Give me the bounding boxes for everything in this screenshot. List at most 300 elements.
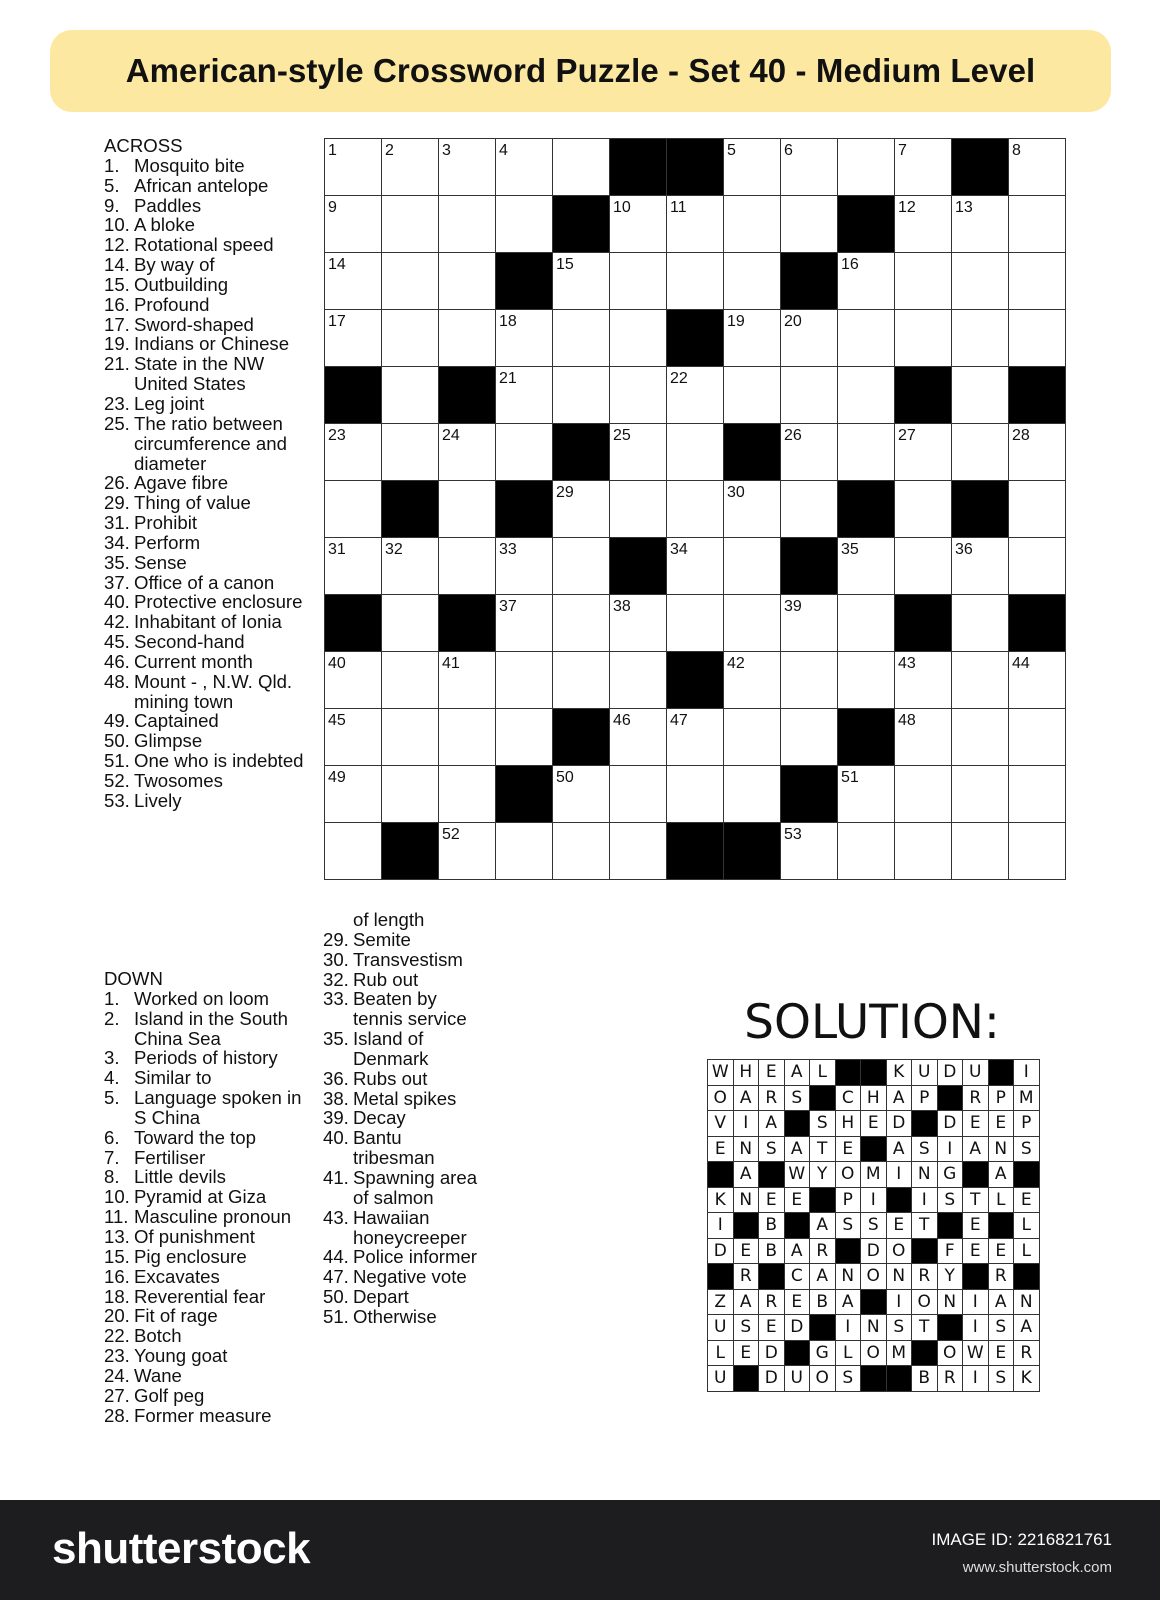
solution-letter: A	[963, 1137, 989, 1163]
solution-letter: A	[887, 1137, 913, 1163]
clue-number: 29.	[104, 492, 130, 514]
clue-item	[104, 315, 319, 335]
clue-text: Young goat	[134, 1345, 228, 1367]
grid-cell	[895, 766, 952, 823]
page-title: American-style Crossword Puzzle - Set 40 - Medium Level	[125, 52, 1036, 89]
grid-black-cell	[610, 538, 667, 595]
solution-letter: M	[1014, 1086, 1040, 1112]
clue-item	[104, 1148, 319, 1168]
solution-letter: T	[963, 1188, 989, 1214]
solution-letter: L	[810, 1060, 836, 1086]
grid-cell	[838, 538, 895, 595]
grid-cell	[781, 310, 838, 367]
grid-cell	[667, 367, 724, 424]
grid-cell	[496, 367, 553, 424]
solution-letter: A	[810, 1213, 836, 1239]
cell-number: 28	[1012, 427, 1030, 444]
cell-number: 17	[328, 313, 346, 330]
solution-letter: H	[861, 1086, 887, 1112]
solution-letter: E	[759, 1315, 785, 1341]
clue-text: Rubs out	[353, 1067, 428, 1089]
grid-cell	[667, 196, 724, 253]
clue-item	[104, 1227, 319, 1247]
solution-letter: D	[861, 1239, 887, 1265]
grid-cell	[667, 709, 724, 766]
grid-cell	[952, 253, 1009, 310]
solution-letter: I	[887, 1162, 913, 1188]
solution-letter: E	[1014, 1188, 1040, 1214]
grid-black-cell	[838, 709, 895, 766]
grid-cell	[1009, 310, 1066, 367]
solution-letter: E	[759, 1060, 785, 1086]
solution-letter: N	[734, 1137, 760, 1163]
clue-text: Mosquito bite	[134, 154, 245, 176]
solution-black-cell	[861, 1060, 887, 1086]
clue-text: Outbuilding	[134, 273, 229, 295]
solution-letter: N	[912, 1162, 938, 1188]
grid-cell	[895, 652, 952, 709]
cell-number: 33	[499, 541, 517, 558]
clue-item	[104, 1386, 319, 1406]
across-heading: ACROSS	[104, 135, 183, 156]
clue-item	[104, 1306, 319, 1326]
solution-letter: E	[785, 1188, 811, 1214]
clue-item	[323, 1307, 483, 1327]
cell-number: 7	[898, 142, 907, 159]
footer-bar	[0, 1500, 1160, 1600]
grid-cell	[610, 652, 667, 709]
solution-letter: D	[785, 1315, 811, 1341]
solution-letter: I	[963, 1290, 989, 1316]
grid-cell	[439, 139, 496, 196]
solution-letter: O	[938, 1341, 964, 1367]
solution-letter: R	[989, 1264, 1015, 1290]
grid-black-cell	[325, 367, 382, 424]
solution-letter: E	[989, 1239, 1015, 1265]
grid-cell	[610, 823, 667, 880]
clue-text: Otherwise	[353, 1305, 437, 1327]
solution-letter: S	[785, 1086, 811, 1112]
clue-text: A bloke	[134, 214, 195, 236]
solution-letter: P	[836, 1188, 862, 1214]
grid-black-cell	[325, 595, 382, 652]
clue-number: 23.	[104, 392, 130, 414]
clue-text: Office of a canon	[134, 571, 275, 593]
grid-black-cell	[1009, 367, 1066, 424]
clue-text: Of punishment	[134, 1225, 255, 1247]
clue-text: State in the NW United States	[134, 353, 265, 395]
grid-cell	[610, 310, 667, 367]
grid-cell	[781, 367, 838, 424]
clue-number: 50.	[323, 1286, 349, 1308]
grid-cell	[496, 139, 553, 196]
solution-letter: D	[938, 1060, 964, 1086]
cell-number: 44	[1012, 655, 1030, 672]
solution-letter: A	[1014, 1315, 1040, 1341]
grid-cell	[724, 481, 781, 538]
solution-letter: B	[759, 1239, 785, 1265]
clue-number: 19.	[104, 333, 130, 355]
clue-item	[104, 1167, 319, 1187]
clue-number: 40.	[104, 591, 130, 613]
clue-number: 7.	[104, 1146, 120, 1168]
clue-item	[104, 334, 319, 354]
grid-cell	[553, 481, 610, 538]
solution-letter: E	[989, 1111, 1015, 1137]
cell-number: 22	[670, 370, 688, 387]
clue-item	[323, 1208, 483, 1248]
solution-letter: K	[887, 1060, 913, 1086]
grid-cell	[496, 823, 553, 880]
clue-number: 32.	[323, 968, 349, 990]
solution-letter: M	[861, 1162, 887, 1188]
clue-item	[323, 1108, 483, 1128]
grid-cell	[382, 253, 439, 310]
title-banner	[50, 30, 1111, 112]
solution-black-cell	[810, 1086, 836, 1112]
grid-cell	[325, 538, 382, 595]
clue-number: 29.	[323, 928, 349, 950]
grid-black-cell	[667, 652, 724, 709]
grid-cell	[838, 367, 895, 424]
solution-letter: U	[912, 1060, 938, 1086]
grid-cell	[724, 310, 781, 367]
cell-number: 50	[556, 769, 574, 786]
grid-cell	[1009, 709, 1066, 766]
clue-number: 26.	[104, 472, 130, 494]
clue-item	[323, 1247, 483, 1267]
solution-letter: W	[708, 1060, 734, 1086]
solution-black-cell	[785, 1341, 811, 1367]
grid-cell	[1009, 766, 1066, 823]
grid-cell	[610, 709, 667, 766]
solution-letter: I	[836, 1315, 862, 1341]
solution-black-cell	[938, 1213, 964, 1239]
clue-number: 23.	[104, 1345, 130, 1367]
solution-letter: N	[1014, 1290, 1040, 1316]
clue-item	[104, 513, 319, 533]
solution-black-cell	[887, 1366, 913, 1392]
solution-letter: B	[912, 1366, 938, 1392]
solution-letter: A	[836, 1290, 862, 1316]
clue-text: Language spoken in S China	[134, 1087, 302, 1128]
clue-text: Paddles	[134, 194, 202, 216]
grid-black-cell	[838, 481, 895, 538]
solution-black-cell	[861, 1366, 887, 1392]
solution-letter: S	[759, 1137, 785, 1163]
solution-letter: R	[759, 1086, 785, 1112]
grid-cell	[610, 595, 667, 652]
clue-number: 14.	[104, 254, 130, 276]
grid-cell	[952, 823, 1009, 880]
grid-cell	[325, 766, 382, 823]
clue-number: 11.	[104, 1206, 129, 1228]
solution-letter: L	[989, 1188, 1015, 1214]
grid-cell	[382, 595, 439, 652]
grid-cell	[952, 538, 1009, 595]
grid-cell	[781, 424, 838, 481]
grid-cell	[553, 538, 610, 595]
clue-text: Hawaiian honeycreeper	[353, 1206, 467, 1248]
solution-letter: O	[708, 1086, 734, 1112]
clue-number: 41.	[323, 1166, 349, 1188]
solution-letter: N	[734, 1188, 760, 1214]
grid-cell	[1009, 253, 1066, 310]
grid-black-cell	[382, 823, 439, 880]
grid-cell	[838, 595, 895, 652]
grid-black-cell	[553, 196, 610, 253]
clue-number: 2.	[104, 1007, 120, 1029]
solution-title: SOLUTION:	[744, 995, 1000, 1050]
clue-text: Toward the top	[134, 1126, 256, 1148]
cell-number: 5	[727, 142, 736, 159]
grid-cell	[553, 766, 610, 823]
cell-number: 34	[670, 541, 688, 558]
solution-letter: P	[989, 1086, 1015, 1112]
solution-letter: S	[734, 1315, 760, 1341]
clue-item	[104, 1068, 319, 1088]
solution-black-cell	[734, 1213, 760, 1239]
solution-letter: N	[836, 1264, 862, 1290]
clue-number: 49.	[104, 710, 130, 732]
grid-black-cell	[838, 196, 895, 253]
clue-item	[104, 1009, 319, 1049]
clue-text: Pyramid at Giza	[134, 1186, 267, 1208]
grid-cell	[952, 766, 1009, 823]
solution-letter: E	[861, 1111, 887, 1137]
clue-item	[104, 731, 319, 751]
clue-number: 47.	[323, 1266, 349, 1288]
image-id: IMAGE ID: 2216821761	[931, 1530, 1112, 1549]
clue-text: Botch	[134, 1325, 182, 1347]
clue-item	[104, 1406, 319, 1426]
clue-text: Periods of history	[134, 1047, 278, 1069]
grid-cell	[952, 196, 1009, 253]
solution-letter: A	[989, 1162, 1015, 1188]
solution-letter: C	[836, 1086, 862, 1112]
solution-black-cell	[938, 1086, 964, 1112]
clue-item	[104, 1326, 319, 1346]
clue-item	[323, 1128, 483, 1168]
cell-number: 43	[898, 655, 916, 672]
grid-cell	[325, 709, 382, 766]
clue-number: 20.	[104, 1305, 130, 1327]
clue-item	[104, 612, 319, 632]
solution-letter: I	[708, 1213, 734, 1239]
grid-cell	[895, 538, 952, 595]
clue-text: Second-hand	[134, 631, 245, 653]
grid-cell	[667, 424, 724, 481]
solution-black-cell	[708, 1264, 734, 1290]
down-clues-column-2	[323, 910, 483, 1327]
grid-cell	[667, 481, 724, 538]
grid-cell	[553, 823, 610, 880]
clue-number: 37.	[104, 571, 130, 593]
clue-item	[323, 950, 483, 970]
clue-item	[104, 1346, 319, 1366]
clue-number: 17.	[104, 313, 130, 335]
solution-letter: S	[887, 1315, 913, 1341]
grid-cell	[838, 424, 895, 481]
clue-text: Profound	[134, 293, 210, 315]
solution-letter: E	[963, 1239, 989, 1265]
grid-cell	[382, 538, 439, 595]
solution-letter: A	[887, 1086, 913, 1112]
solution-black-cell	[963, 1264, 989, 1290]
grid-cell	[724, 253, 781, 310]
grid-cell	[667, 538, 724, 595]
clue-number: 31.	[104, 512, 130, 534]
clue-text: One who is indebted	[134, 750, 304, 772]
solution-letter: A	[810, 1264, 836, 1290]
clue-item	[104, 1366, 319, 1386]
clue-item	[104, 394, 319, 414]
grid-cell	[439, 538, 496, 595]
clue-number: 36.	[323, 1067, 349, 1089]
grid-cell	[895, 481, 952, 538]
solution-letter: P	[912, 1086, 938, 1112]
solution-letter: S	[989, 1366, 1015, 1392]
grid-cell	[724, 139, 781, 196]
grid-cell	[724, 538, 781, 595]
solution-letter: N	[989, 1137, 1015, 1163]
solution-black-cell	[912, 1341, 938, 1367]
clue-number: 40.	[323, 1127, 349, 1149]
clue-number: 1.	[104, 987, 120, 1009]
grid-cell	[325, 196, 382, 253]
clue-text: Rotational speed	[134, 234, 274, 256]
solution-black-cell	[734, 1366, 760, 1392]
clue-text: Police informer	[353, 1246, 478, 1268]
clue-item	[104, 1088, 319, 1128]
clue-number: 8.	[104, 1166, 120, 1188]
clue-item	[104, 176, 319, 196]
solution-letter: O	[836, 1162, 862, 1188]
clue-text: Perform	[134, 531, 201, 553]
clue-number: 3.	[104, 1047, 120, 1069]
clue-text: Rub out	[353, 968, 419, 990]
solution-letter: D	[759, 1341, 785, 1367]
grid-cell	[439, 766, 496, 823]
clue-text: Bantu tribesman	[353, 1127, 435, 1169]
solution-letter: R	[938, 1366, 964, 1392]
solution-letter: I	[734, 1111, 760, 1137]
grid-cell	[439, 253, 496, 310]
cell-number: 49	[328, 769, 346, 786]
grid-cell	[553, 310, 610, 367]
cell-number: 18	[499, 313, 517, 330]
grid-cell	[895, 253, 952, 310]
clue-number: 45.	[104, 631, 130, 653]
grid-black-cell	[952, 481, 1009, 538]
clue-item	[323, 970, 483, 990]
clue-item	[104, 592, 319, 612]
clue-item	[104, 791, 319, 811]
clue-item	[104, 672, 319, 712]
cell-number: 36	[955, 541, 973, 558]
grid-cell	[439, 709, 496, 766]
clue-text: Island of Denmark	[353, 1028, 429, 1069]
grid-black-cell	[667, 823, 724, 880]
cell-number: 45	[328, 712, 346, 729]
solution-letter: A	[759, 1111, 785, 1137]
cell-number: 1	[328, 142, 337, 159]
solution-black-cell	[708, 1162, 734, 1188]
cell-number: 52	[442, 826, 460, 843]
solution-letter: Y	[938, 1264, 964, 1290]
solution-letter: I	[963, 1315, 989, 1341]
grid-black-cell	[667, 310, 724, 367]
clue-number: 10.	[104, 214, 130, 236]
clue-item	[104, 275, 319, 295]
cell-number: 30	[727, 484, 745, 501]
solution-letter: E	[989, 1341, 1015, 1367]
solution-letter: E	[836, 1137, 862, 1163]
grid-cell	[325, 253, 382, 310]
cell-number: 10	[613, 199, 631, 216]
solution-letter: I	[861, 1188, 887, 1214]
solution-letter: U	[963, 1060, 989, 1086]
solution-letter: U	[708, 1366, 734, 1392]
grid-black-cell	[610, 139, 667, 196]
grid-cell	[781, 196, 838, 253]
clue-number: 46.	[104, 650, 130, 672]
cell-number: 9	[328, 199, 337, 216]
solution-letter: R	[810, 1239, 836, 1265]
solution-black-cell	[785, 1111, 811, 1137]
grid-cell	[325, 310, 382, 367]
clue-number: 39.	[323, 1107, 349, 1129]
grid-black-cell	[781, 253, 838, 310]
solution-letter: D	[759, 1366, 785, 1392]
clue-number: 35.	[104, 551, 130, 573]
cell-number: 27	[898, 427, 916, 444]
grid-cell	[553, 595, 610, 652]
grid-black-cell	[895, 595, 952, 652]
grid-cell	[496, 709, 553, 766]
clue-text: Prohibit	[134, 512, 198, 534]
clue-text: Metal spikes	[353, 1087, 457, 1109]
solution-letter: M	[887, 1341, 913, 1367]
grid-cell	[781, 139, 838, 196]
solution-letter: T	[912, 1315, 938, 1341]
grid-black-cell	[724, 424, 781, 481]
solution-letter: O	[861, 1264, 887, 1290]
solution-letter: E	[734, 1341, 760, 1367]
grid-cell	[781, 823, 838, 880]
clue-text: Transvestism	[353, 948, 463, 970]
grid-cell	[382, 424, 439, 481]
grid-cell	[838, 139, 895, 196]
cell-number: 4	[499, 142, 508, 159]
clue-text: Former measure	[134, 1404, 272, 1426]
cell-number: 16	[841, 256, 859, 273]
clue-item	[104, 255, 319, 275]
grid-cell	[496, 595, 553, 652]
grid-cell	[952, 424, 1009, 481]
grid-black-cell	[553, 424, 610, 481]
solution-letter: A	[785, 1239, 811, 1265]
clue-item	[104, 553, 319, 573]
grid-cell	[439, 823, 496, 880]
clue-number: 51.	[323, 1305, 349, 1327]
grid-cell	[382, 310, 439, 367]
solution-letter: L	[708, 1341, 734, 1367]
grid-cell	[952, 595, 1009, 652]
grid-cell	[553, 139, 610, 196]
solution-letter: I	[1014, 1060, 1040, 1086]
solution-letter: A	[734, 1086, 760, 1112]
